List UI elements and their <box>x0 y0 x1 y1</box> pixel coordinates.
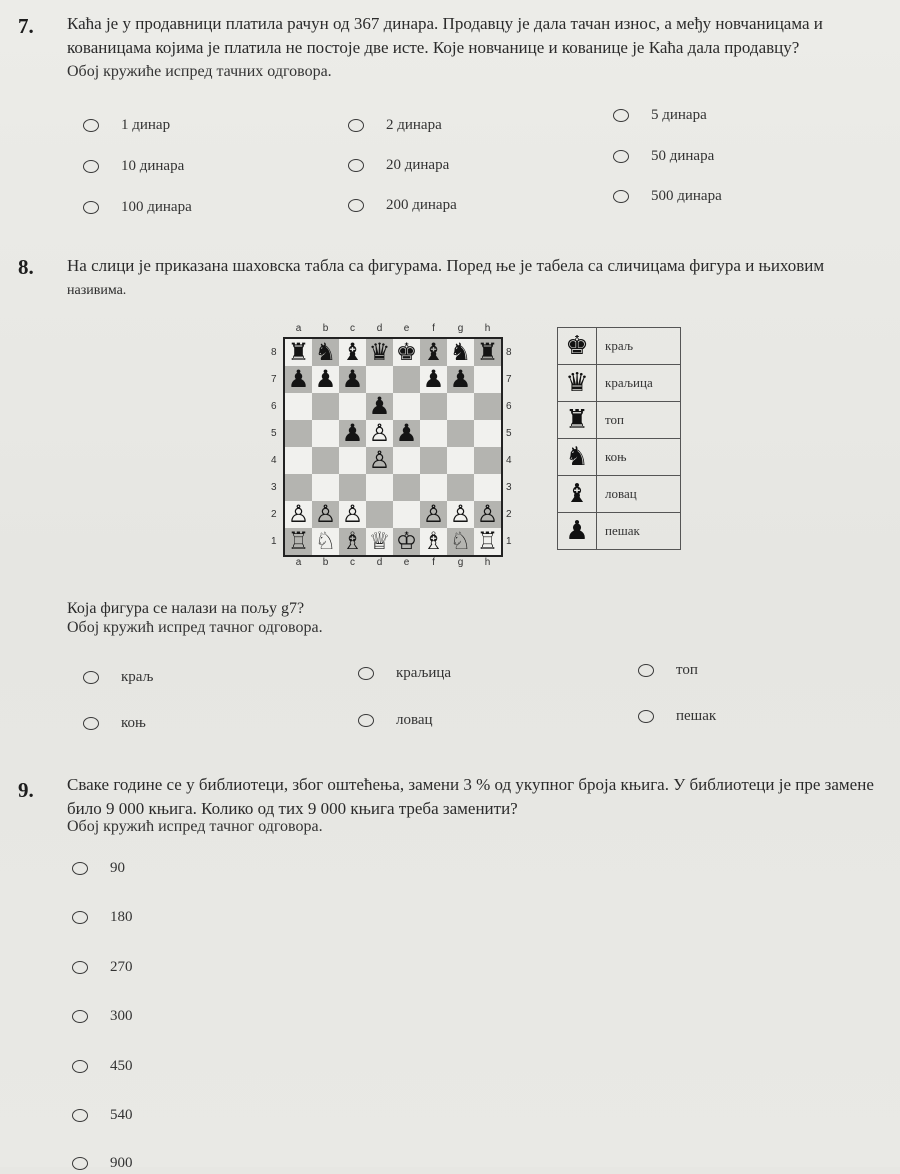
board-square-b6 <box>312 393 339 420</box>
rank-label: 6 <box>506 401 512 412</box>
board-square-c2 <box>339 501 366 528</box>
answer-circle[interactable] <box>72 1109 88 1122</box>
q7-option-9[interactable] <box>613 185 722 207</box>
legend-piece-icon: ♝ <box>558 476 597 513</box>
chess-piece-icon: ♗ <box>422 527 445 555</box>
legend-piece-icon: ♟ <box>558 513 597 550</box>
answer-circle[interactable] <box>72 911 88 924</box>
board-square-b3 <box>312 474 339 501</box>
board-square-e8 <box>393 339 420 366</box>
file-label: f <box>432 557 435 568</box>
q8-question: Која фигура се налази на пољу g7? <box>67 600 305 617</box>
option-label: 2 динара <box>386 116 442 133</box>
legend-piece-icon: ♞ <box>558 439 597 476</box>
board-square-b5 <box>312 420 339 447</box>
legend-piece-name: коњ <box>597 439 681 476</box>
board-square-a4 <box>285 447 312 474</box>
q7-number: 7. <box>18 14 34 38</box>
board-square-e4 <box>393 447 420 474</box>
rank-label: 4 <box>271 455 277 466</box>
option-label: 300 <box>110 1007 133 1024</box>
rank-label: 5 <box>506 428 512 439</box>
q7-option-4[interactable] <box>83 155 184 177</box>
file-label: b <box>322 323 329 334</box>
board-square-g7 <box>447 366 474 393</box>
option-label: 200 динара <box>386 196 457 213</box>
answer-circle[interactable] <box>83 119 99 132</box>
board-square-d3 <box>366 474 393 501</box>
rank-label: 7 <box>271 374 277 385</box>
legend-row <box>558 328 681 365</box>
chess-piece-icon: ♟ <box>449 365 472 393</box>
board-square-g3 <box>447 474 474 501</box>
answer-circle[interactable] <box>72 1157 88 1170</box>
option-label: пешак <box>676 707 717 724</box>
board-square-c6 <box>339 393 366 420</box>
board-square-a1 <box>285 528 312 555</box>
board-square-g4 <box>447 447 474 474</box>
legend-row <box>558 513 681 550</box>
chess-piece-icon: ♙ <box>449 500 472 528</box>
answer-circle[interactable] <box>638 664 654 677</box>
legend-piece-name: топ <box>597 402 681 439</box>
option-label: 5 динара <box>651 106 707 123</box>
file-label: c <box>350 557 355 568</box>
q9-instruction: Обој кружић испред тачног одговора. <box>67 818 323 835</box>
board-square-f8 <box>420 339 447 366</box>
board-square-h6 <box>474 393 501 420</box>
q7-option-8[interactable] <box>348 194 457 216</box>
file-label: e <box>403 323 410 334</box>
chess-piece-icon: ♖ <box>287 527 310 555</box>
board-square-d1 <box>366 528 393 555</box>
answer-circle[interactable] <box>348 199 364 212</box>
answer-circle[interactable] <box>358 667 374 680</box>
q7-option-7[interactable] <box>83 196 192 218</box>
board-square-d5 <box>366 420 393 447</box>
answer-circle[interactable] <box>83 160 99 173</box>
option-label: 50 динара <box>651 147 715 164</box>
file-label: a <box>295 557 302 568</box>
file-label: e <box>403 557 410 568</box>
q7-option-2[interactable] <box>348 114 442 136</box>
chess-piece-icon: ♘ <box>449 527 472 555</box>
chess-piece-icon: ♟ <box>341 419 364 447</box>
answer-circle[interactable] <box>358 714 374 727</box>
chess-piece-icon: ♟ <box>368 392 391 420</box>
board-square-g8 <box>447 339 474 366</box>
file-label: h <box>484 323 491 334</box>
chess-piece-icon: ♝ <box>422 338 445 366</box>
board-square-f7 <box>420 366 447 393</box>
q7-option-3[interactable] <box>613 104 707 126</box>
file-label: d <box>376 557 383 568</box>
q9-number: 9. <box>18 778 34 802</box>
q9-text-line2: било 9 000 књига. Колико од тих 9 000 књига треба заменити? <box>67 799 518 818</box>
q7-text-line2: кованицама којима је платила не постоје две исте. Које новчанице и кованице је Каћа дала продавцу? <box>67 38 800 57</box>
q9-option-5[interactable] <box>72 1055 133 1077</box>
q9-option-6[interactable] <box>72 1104 133 1126</box>
q7-option-5[interactable] <box>348 154 449 176</box>
option-label: 450 <box>110 1057 133 1074</box>
option-label: 100 динара <box>121 198 192 215</box>
board-square-f5 <box>420 420 447 447</box>
chess-piece-icon: ♟ <box>341 365 364 393</box>
chess-piece-icon: ♟ <box>287 365 310 393</box>
answer-circle[interactable] <box>613 190 629 203</box>
answer-circle[interactable] <box>83 717 99 730</box>
answer-circle[interactable] <box>72 862 88 875</box>
q9-option-7[interactable] <box>72 1152 133 1174</box>
chess-piece-icon: ♖ <box>476 527 499 555</box>
board-square-f6 <box>420 393 447 420</box>
legend-piece-name: краљ <box>597 328 681 365</box>
q9-option-4[interactable] <box>72 1005 133 1027</box>
board-square-g1 <box>447 528 474 555</box>
q7-text-line1: Каћа је у продавници платила рачун од 367 динара. Продавцу је дала тачан износ, а међу новчаницама и <box>67 14 823 33</box>
answer-circle[interactable] <box>72 1010 88 1023</box>
file-label: f <box>432 323 435 334</box>
board-square-h7 <box>474 366 501 393</box>
option-label: 540 <box>110 1106 133 1123</box>
board-square-f4 <box>420 447 447 474</box>
answer-circle[interactable] <box>613 150 629 163</box>
board-square-e6 <box>393 393 420 420</box>
legend-piece-name: пешак <box>597 513 681 550</box>
q8-option-5[interactable] <box>358 709 433 731</box>
option-label: 1 динар <box>121 116 171 133</box>
board-square-d7 <box>366 366 393 393</box>
board-square-d2 <box>366 501 393 528</box>
q8-option-1[interactable] <box>83 666 153 688</box>
rank-label: 8 <box>506 347 512 358</box>
option-label: 900 <box>110 1154 133 1171</box>
chess-piece-icon: ♞ <box>449 338 472 366</box>
legend-row <box>558 439 681 476</box>
chess-piece-icon: ♟ <box>395 419 418 447</box>
q9-option-1[interactable] <box>72 857 125 879</box>
answer-circle[interactable] <box>72 961 88 974</box>
answer-circle[interactable] <box>83 671 99 684</box>
rank-label: 2 <box>506 509 512 520</box>
rank-label: 8 <box>271 347 277 358</box>
board-square-e2 <box>393 501 420 528</box>
rank-label: 1 <box>271 536 277 547</box>
legend-row <box>558 365 681 402</box>
chess-piece-icon: ♔ <box>395 527 418 555</box>
rank-label: 2 <box>271 509 277 520</box>
legend-piece-icon: ♚ <box>558 328 597 365</box>
board-square-h5 <box>474 420 501 447</box>
legend-piece-icon: ♜ <box>558 402 597 439</box>
file-label: g <box>457 323 464 334</box>
option-label: ловац <box>396 711 433 728</box>
option-label: 270 <box>110 958 133 975</box>
option-label: 500 динара <box>651 187 722 204</box>
chess-piece-icon: ♞ <box>314 338 337 366</box>
board-square-d6 <box>366 393 393 420</box>
legend-row <box>558 402 681 439</box>
option-label: топ <box>676 661 698 678</box>
q8-option-2[interactable] <box>358 662 451 684</box>
rank-label: 7 <box>506 374 512 385</box>
file-label: g <box>457 557 464 568</box>
board-square-f2 <box>420 501 447 528</box>
q8-option-6[interactable] <box>638 705 716 727</box>
board-square-e7 <box>393 366 420 393</box>
board-square-h3 <box>474 474 501 501</box>
chess-piece-icon: ♙ <box>368 419 391 447</box>
q7-option-1[interactable] <box>83 114 170 136</box>
board-square-a3 <box>285 474 312 501</box>
answer-circle[interactable] <box>613 109 629 122</box>
option-label: краљица <box>396 664 452 681</box>
board-square-c4 <box>339 447 366 474</box>
rank-label: 6 <box>271 401 277 412</box>
file-label: d <box>376 323 383 334</box>
q7-instruction: Обој кружиће испред тачних одговора. <box>67 63 332 80</box>
board-square-c3 <box>339 474 366 501</box>
chess-piece-icon: ♝ <box>341 338 364 366</box>
board-square-g2 <box>447 501 474 528</box>
chess-piece-icon: ♙ <box>368 446 391 474</box>
board-square-g5 <box>447 420 474 447</box>
chess-piece-icon: ♟ <box>422 365 445 393</box>
board-square-c8 <box>339 339 366 366</box>
board-square-e5 <box>393 420 420 447</box>
chess-piece-icon: ♛ <box>368 338 391 366</box>
board-square-a7 <box>285 366 312 393</box>
board-square-h2 <box>474 501 501 528</box>
board-square-c7 <box>339 366 366 393</box>
board-square-h1 <box>474 528 501 555</box>
q8-number: 8. <box>18 255 34 279</box>
q8-text-line1: На слици је приказана шаховска табла са фигурама. Поред ње је табела са сличицама фигура и њиховим <box>67 256 825 275</box>
option-label: 10 динара <box>121 157 185 174</box>
q7-option-6[interactable] <box>613 145 714 167</box>
chess-piece-icon: ♙ <box>422 500 445 528</box>
q8-text-line2: називима. <box>67 283 127 298</box>
option-label: коњ <box>121 714 146 731</box>
chess-piece-icon: ♗ <box>341 527 364 555</box>
file-label: c <box>350 323 355 334</box>
board-square-f3 <box>420 474 447 501</box>
rank-label: 1 <box>506 536 512 547</box>
board-square-e3 <box>393 474 420 501</box>
q9-option-2[interactable] <box>72 906 133 928</box>
q9-option-3[interactable] <box>72 956 133 978</box>
chess-piece-icon: ♜ <box>476 338 499 366</box>
chess-piece-icon: ♙ <box>314 500 337 528</box>
chess-piece-icon: ♜ <box>287 338 310 366</box>
board-square-e1 <box>393 528 420 555</box>
board-square-b8 <box>312 339 339 366</box>
option-label: 180 <box>110 908 133 925</box>
board-square-a8 <box>285 339 312 366</box>
q8-option-3[interactable] <box>638 659 698 681</box>
answer-circle[interactable] <box>72 1060 88 1073</box>
board-square-b7 <box>312 366 339 393</box>
chess-piece-icon: ♙ <box>476 500 499 528</box>
board-square-d4 <box>366 447 393 474</box>
chess-piece-icon: ♕ <box>368 527 391 555</box>
chess-piece-icon: ♙ <box>287 500 310 528</box>
board-square-h4 <box>474 447 501 474</box>
board-square-h8 <box>474 339 501 366</box>
file-label: a <box>295 323 302 334</box>
chess-piece-icon: ♚ <box>395 338 418 366</box>
board-square-b2 <box>312 501 339 528</box>
board-square-a6 <box>285 393 312 420</box>
legend-piece-name: ловац <box>597 476 681 513</box>
answer-circle[interactable] <box>638 710 654 723</box>
q8-option-4[interactable] <box>83 712 146 734</box>
q9-text-line1: Сваке године се у библиотеци, због оштећења, замени 3 % од укупног броја књига. У библиотеци је пре замене <box>67 775 874 794</box>
board-square-c5 <box>339 420 366 447</box>
board-square-b4 <box>312 447 339 474</box>
option-label: 90 <box>110 859 125 876</box>
board-square-g6 <box>447 393 474 420</box>
answer-circle[interactable] <box>83 201 99 214</box>
rank-label: 4 <box>506 455 512 466</box>
option-label: 20 динара <box>386 156 450 173</box>
chess-piece-icon: ♟ <box>314 365 337 393</box>
chess-piece-icon: ♘ <box>314 527 337 555</box>
board-square-f1 <box>420 528 447 555</box>
answer-circle[interactable] <box>348 119 364 132</box>
board-square-b1 <box>312 528 339 555</box>
legend-piece-icon: ♛ <box>558 365 597 402</box>
file-label: b <box>322 557 329 568</box>
rank-label: 3 <box>271 482 277 493</box>
q8-instruction: Обој кружић испред тачног одговора. <box>67 619 323 636</box>
chess-piece-icon: ♙ <box>341 500 364 528</box>
board-square-a2 <box>285 501 312 528</box>
file-label: h <box>484 557 491 568</box>
legend-piece-name: краљица <box>597 365 681 402</box>
chess-board <box>283 337 503 557</box>
legend-row <box>558 476 681 513</box>
board-square-c1 <box>339 528 366 555</box>
board-square-a5 <box>285 420 312 447</box>
option-label: краљ <box>121 668 154 685</box>
piece-legend-table <box>557 327 681 550</box>
board-square-d8 <box>366 339 393 366</box>
rank-label: 3 <box>506 482 512 493</box>
answer-circle[interactable] <box>348 159 364 172</box>
rank-label: 5 <box>271 428 277 439</box>
